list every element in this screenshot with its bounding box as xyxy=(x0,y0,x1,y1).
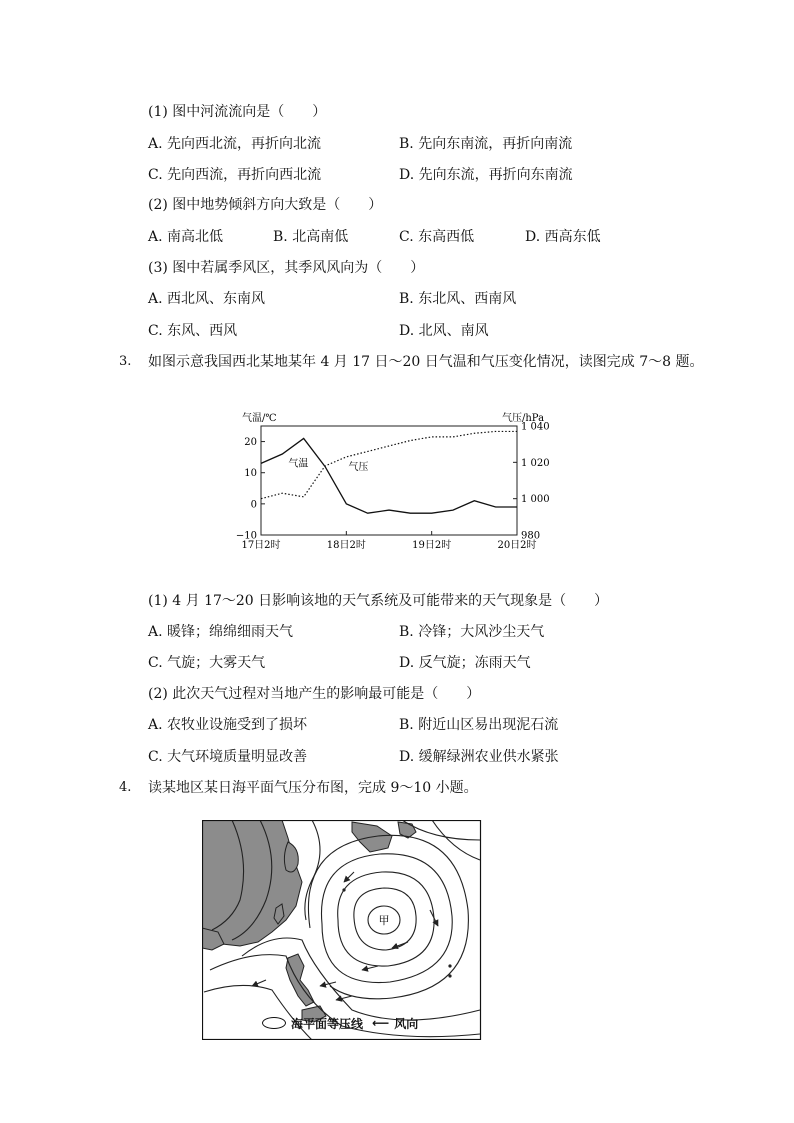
q2-sub1-option-d[interactable]: D. 先向东流，再折向东南流 xyxy=(399,167,573,183)
q2-sub2-option-a[interactable]: A. 南高北低 xyxy=(148,229,224,245)
wind-arrow-3 xyxy=(362,966,378,970)
q4-stem: 读某地区某日海平面气压分布图，完成 9～10 小题。 xyxy=(148,780,478,796)
isobar-legend-icon xyxy=(262,1017,286,1029)
q3-sub1-option-d[interactable]: D. 反气旋；冻雨天气 xyxy=(399,655,531,671)
q4-number: 4. xyxy=(119,780,132,795)
q3-sub2-option-d[interactable]: D. 缓解绿洲农业供水紧张 xyxy=(399,749,559,765)
x-tick-label: 19日2时 xyxy=(412,540,452,551)
isobar-legend-label: 海平面等压线 xyxy=(291,1016,364,1031)
right-tick-label: 1 040 xyxy=(521,421,550,433)
right-tick-label: 1 000 xyxy=(521,494,550,506)
wind-legend-arrow-icon: ⟵ xyxy=(372,1016,390,1030)
q2-sub1-option-b[interactable]: B. 先向东南流，再折向南流 xyxy=(399,136,573,152)
q2-sub2-option-d[interactable]: D. 西高东低 xyxy=(525,229,601,245)
q2-sub3-option-d[interactable]: D. 北风、南风 xyxy=(399,323,489,339)
wind-arrow-6 xyxy=(252,980,266,986)
q3-sub1-option-b[interactable]: B. 冷锋；大风沙尘天气 xyxy=(399,624,545,640)
q3-sub2-stem: (2) 此次天气过程对当地产生的影响最可能是（ ） xyxy=(148,686,481,702)
right-axis-title: 气压/hPa xyxy=(502,413,545,424)
left-axis-title: 气温/℃ xyxy=(242,413,277,424)
q3-sub2-option-c[interactable]: C. 大气环境质量明显改善 xyxy=(148,749,308,765)
high-pressure-center-label: 甲 xyxy=(378,914,390,927)
islet xyxy=(448,964,451,967)
q2-sub3-stem: (3) 图中若属季风区，其季风风向为（ ） xyxy=(148,260,425,276)
temperature-line xyxy=(261,438,517,513)
q2-sub1-option-a[interactable]: A. 先向西北流，再折向北流 xyxy=(148,136,322,152)
peninsula xyxy=(284,842,298,872)
q2-sub3-option-c[interactable]: C. 东风、西风 xyxy=(148,323,238,339)
q2-sub3-option-b[interactable]: B. 东北风、西南风 xyxy=(399,291,517,307)
q2-sub2-stem: (2) 图中地势倾斜方向大致是（ ） xyxy=(148,197,383,213)
x-tick-label: 18日2时 xyxy=(326,540,366,551)
wind-legend-label: 风向 xyxy=(394,1016,419,1031)
pressure-series-label: 气压 xyxy=(348,461,369,473)
q2-sub1-stem: (1) 图中河流流向是（ ） xyxy=(148,104,327,120)
temp-pressure-chart xyxy=(234,405,564,555)
q3-sub1-option-a[interactable]: A. 暖锋；绵绵细雨天气 xyxy=(148,624,294,640)
q3-sub2-option-b[interactable]: B. 附近山区易出现泥石流 xyxy=(399,717,559,733)
q2-sub2-option-b[interactable]: B. 北高南低 xyxy=(273,229,349,245)
q2-sub1-option-c[interactable]: C. 先向西流，再折向西北流 xyxy=(148,167,322,183)
q3-sub1-stem: (1) 4 月 17～20 日影响该地的天气系统及可能带来的天气现象是（ ） xyxy=(148,593,609,609)
left-tick-label: 10 xyxy=(244,468,257,480)
islet xyxy=(448,974,451,977)
right-tick-label: 1 020 xyxy=(521,457,550,469)
temperature-series-label: 气温 xyxy=(288,458,309,470)
q3-sub2-option-a[interactable]: A. 农牧业设施受到了损坏 xyxy=(148,717,308,733)
map-legend xyxy=(262,1014,418,1032)
left-tick-label: 20 xyxy=(244,437,257,449)
left-tick-label: −10 xyxy=(235,530,257,542)
q3-sub1-option-c[interactable]: C. 气旋；大雾天气 xyxy=(148,655,266,671)
q2-sub2-option-c[interactable]: C. 东高西低 xyxy=(399,229,475,245)
q3-number: 3. xyxy=(119,354,132,369)
q3-stem: 如图示意我国西北某地某年 4 月 17 日～20 日气温和气压变化情况，读图完成 7～8 题。 xyxy=(148,354,704,370)
sea-level-pressure-map xyxy=(202,820,482,1040)
islet xyxy=(342,888,345,891)
q2-sub3-option-a[interactable]: A. 西北风、东南风 xyxy=(148,291,266,307)
wind-arrow-1 xyxy=(392,942,408,948)
islet xyxy=(344,878,347,881)
wind-arrow-7 xyxy=(336,996,352,1000)
x-tick-label: 20日2时 xyxy=(497,540,537,551)
x-tick-label: 17日2时 xyxy=(241,540,281,551)
right-tick-label: 980 xyxy=(521,530,541,542)
left-tick-label: 0 xyxy=(250,499,257,511)
